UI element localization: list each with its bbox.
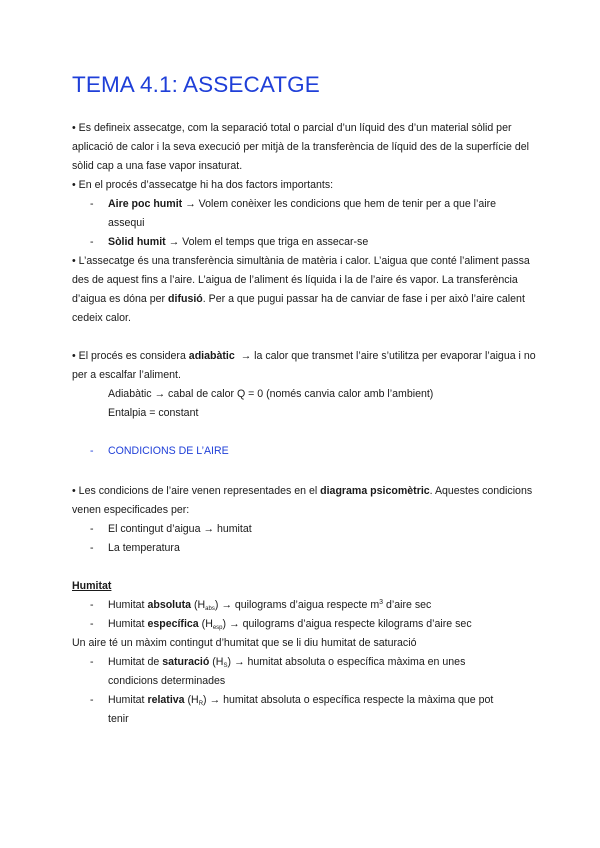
arrow: → [240, 350, 252, 362]
list-item: El contingut d’aigua → humitat [108, 523, 252, 535]
arrow: → [229, 618, 240, 630]
factor-desc: Volem conèixer les condicions que hem de tenir per a que l’aire [198, 198, 497, 210]
definition-text: Es defineix assecatge, com la separació total o parcial d’un líquid des d’un material sòlid per aplicació de calor i la seva execució per mitjà de la transferència de líquid des de la superfície del sòlid cap a una fase vapor insaturat. [72, 122, 529, 172]
list-dash: - [90, 542, 94, 554]
hum-sub: R [198, 701, 204, 707]
hum-sub: S [223, 663, 228, 669]
list-dash: - [90, 236, 94, 248]
adiabatic-text: El procés es considera [78, 350, 186, 362]
list-dash: - [90, 599, 94, 611]
list-dash: - [90, 618, 94, 630]
arrow: → [168, 236, 180, 248]
hum-symbol: H [197, 599, 206, 611]
paragraph-conditions [72, 482, 542, 520]
arrow: → [209, 694, 221, 706]
humitat-heading [72, 577, 542, 596]
bullet: • [72, 179, 76, 191]
hum-bold: saturació [162, 656, 210, 668]
paragraph-transfer [72, 252, 542, 328]
list-dash: - [90, 694, 94, 706]
hum-bold: relativa [147, 694, 185, 706]
enthalpy-line: Entalpia = constant [108, 407, 199, 419]
hum-symbol: H [205, 618, 213, 630]
factor-term: Sòlid humit [108, 236, 166, 248]
hum-post: humitat absoluta o específica respecte la màxima que pot [223, 694, 494, 706]
conditions-text: Les condicions de l’aire venen representades en el [78, 485, 318, 497]
hum-pre: Humitat de [108, 656, 160, 668]
list-item: La temperatura [108, 542, 180, 554]
adiabatic-after: la calor que transmet l’aire s’utilitza per evaporar l’aigua i no per a escalfar l’aliment. [72, 350, 536, 381]
hum-post: humitat absoluta o específica màxima en unes [247, 656, 466, 668]
list-item: Humitat de saturació $(H_S)$ → humitat absoluta o específica màxima en unes condicions determinades [108, 656, 466, 687]
conditions-bold: diagrama psicomètric [320, 485, 430, 497]
humitat-heading-text: Humitat [72, 580, 112, 592]
transfer-bold: difusió [168, 293, 203, 305]
factor-term: Aire poc humit [108, 198, 183, 210]
transfer-after: . Per a que pugui passar ha de canviar de fase i per això l’aire calent cedeix calor. [72, 293, 525, 324]
hum-sub: abs [205, 606, 215, 612]
list-item: Humitat relativa $(H_R)$ → humitat absoluta o específica respecte la màxima que pot tenir [108, 694, 494, 725]
bullet: • [72, 255, 76, 267]
factor-desc-cont: assequi [108, 217, 145, 229]
transfer-text: L’assecatge és una transferència simultània de matèria i calor. L’aigua que conté l’aliment passa des de aquest fins a l’aire. L’aigua de l’aliment és líquida i la de l’aire és vapor. La transferència d’aigua es dóna per [72, 255, 530, 305]
hum-pre: Humitat [108, 599, 145, 611]
list-item: Humitat específica $(H_{esp})$ → quilograms d’aigua respecte kilograms d’aire sec [108, 618, 472, 631]
paragraph-definition [72, 119, 542, 176]
paragraph-adiabatic [72, 347, 542, 385]
hum-post: quilograms d’aigua respecte m [234, 599, 380, 611]
page-title: TEMA 4.1: ASSECATGE [72, 72, 320, 97]
arrow: → [221, 599, 232, 611]
list-dash: - [90, 523, 94, 535]
section-dash: - [90, 445, 94, 457]
list-item [108, 195, 548, 233]
conditions-after: . Aquestes condicions venen especificades per: [72, 485, 533, 516]
hum-cont: tenir [108, 713, 129, 725]
factors-intro: En el procés d’assecatge hi ha dos factors importants: [78, 179, 334, 191]
bullet: • [72, 485, 76, 497]
hum-bold: absoluta [147, 599, 192, 611]
adiabatic-bold: adiabàtic [188, 350, 235, 362]
list-dash: - [90, 656, 94, 668]
arrow: → [185, 198, 196, 210]
list-item [108, 233, 548, 252]
hum-sup: 3 [379, 599, 384, 606]
section-heading: CONDICIONS DE L’AIRE [108, 445, 229, 457]
factor-desc: Volem el temps que triga en assecar-se [182, 236, 369, 248]
max-humidity-line: Un aire té un màxim contingut d’humitat que se li diu humitat de saturació [72, 637, 417, 649]
hum-symbol: H [215, 656, 224, 668]
hum-sub: esp [212, 625, 223, 631]
paragraph-factors [72, 176, 542, 195]
hum-post: quilograms d’aigua respecte kilograms d’aire sec [242, 618, 472, 630]
hum-pre: Humitat [108, 694, 145, 706]
hum-cont: condicions determinades [108, 675, 226, 687]
bullet: • [72, 350, 76, 362]
hum-symbol: H [191, 694, 199, 706]
arrow: → [233, 656, 245, 668]
list-dash: - [90, 198, 94, 210]
bullet: • [72, 122, 76, 134]
adiabatic-formula: Adiabàtic → cabal de calor Q = 0 (només canvia calor amb l’ambient) [108, 388, 434, 400]
hum-bold: específica [147, 618, 199, 630]
list-item: Humitat absoluta $(H_{abs})$ → quilograms d’aigua respecte $m^3$ d’aire sec [108, 599, 432, 612]
hum-pre: Humitat [108, 618, 145, 630]
hum-end: d’aire sec [383, 599, 432, 611]
